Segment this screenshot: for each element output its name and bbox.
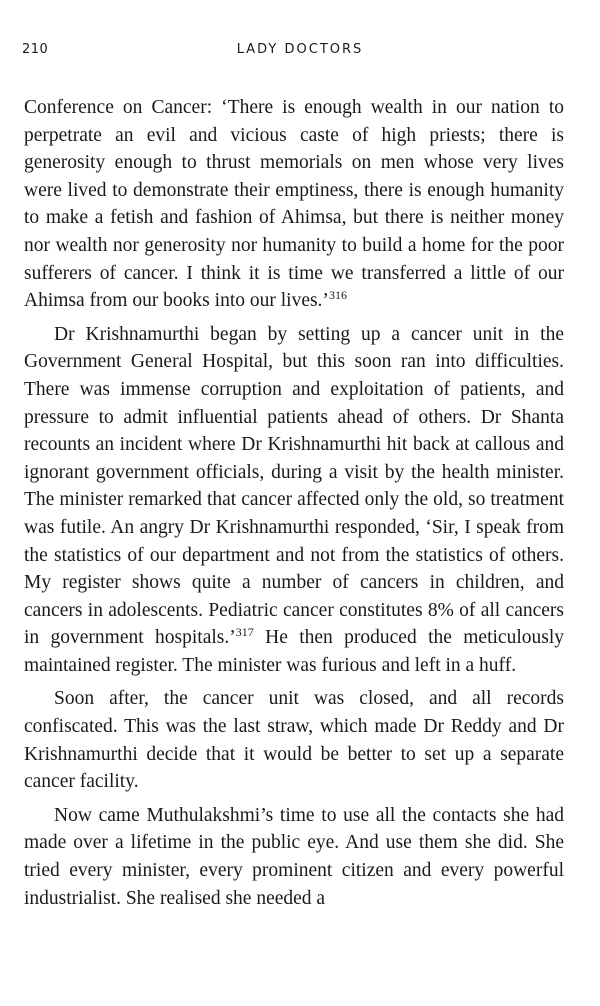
page-number: 210	[22, 42, 49, 57]
paragraph-text: Dr Krishnamurthi began by setting up a cancer unit in the Government General Hospital, but this soon ran into difficulties. There was immense corruption and exploitation of patients, and pressure to admit influential patients ahead of others. Dr Shanta recounts an incident where Dr Krishnamurthi hit back at callous and ignorant government officials, during a visit by the health minister. The minister remarked that cancer affected only the old, so treatment was futile. An angry Dr Krishnamurthi responded, ‘Sir, I speak from the statistics of our department and not from the statistics of others. My register shows quite a number of cancers in children, and cancers in adolescents. Pediatric cancer constitutes 8% of all cancers in government hospitals.’	[24, 323, 564, 649]
body-text	[24, 94, 564, 912]
paragraph-cancer-unit	[24, 321, 564, 680]
running-head	[0, 42, 600, 62]
paragraph-text: Soon after, the cancer unit was closed, and all records confiscated. This was the last straw, which made Dr Reddy and Dr Krishnamurthi decide that it would be better to set up a separate cancer facility.	[24, 688, 564, 793]
footnote-marker-316: 316	[328, 288, 347, 303]
paragraph-unit-closed	[24, 685, 564, 795]
running-title: LADY DOCTORS	[236, 42, 364, 57]
paragraph-muthulakshmi	[24, 802, 564, 912]
paragraph-conference-quote	[24, 94, 564, 315]
paragraph-text-continued: He then produced the meticulously maintained register. The minister was furious and left in a huff.	[24, 627, 564, 676]
paragraph-text: Now came Muthulakshmi’s time to use all the contacts she had made over a lifetime in the public eye. And use them she did. She tried every minister, every prominent citizen and every powerful industrialist. She realised she needed a	[24, 804, 564, 909]
paragraph-text: Conference on Cancer: ‘There is enough wealth in our nation to perpetrate an evil and vicious caste of high priests; there is generosity enough to thrust memorials on men whose very lives were lived to demonstrate their emptiness, there is enough humanity to make a fetish and fashion of Ahimsa, but there is neither money nor wealth nor generosity nor humanity to build a home for the poor sufferers of cancer. I think it is time we transferred a little of our Ahimsa from our books into our lives.’	[24, 97, 564, 312]
footnote-marker-317: 317	[235, 625, 254, 640]
